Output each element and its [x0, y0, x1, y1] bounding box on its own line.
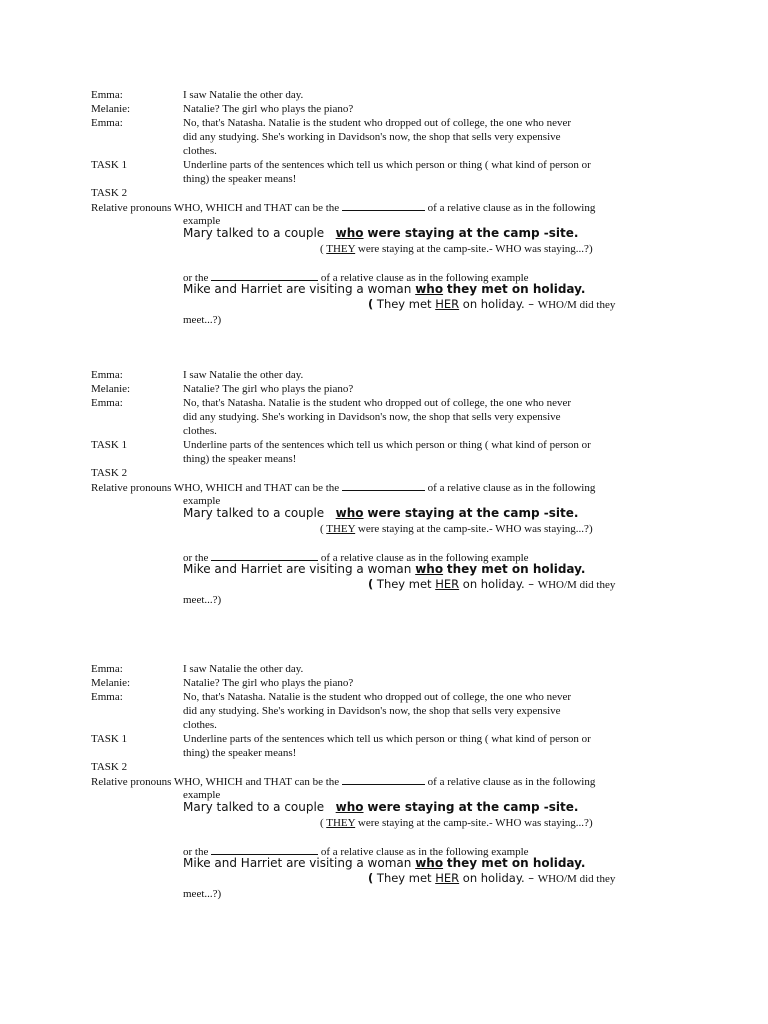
dialogue-line: I saw Natalie the other day. — [183, 369, 304, 381]
speaker-label: Melanie: — [91, 677, 131, 689]
dialogue-line: clothes. — [183, 145, 217, 157]
example1-before: Mary talked to a couple — [183, 506, 325, 520]
example1-pronoun: who — [335, 226, 364, 240]
speaker-label: Melanie: — [91, 103, 131, 115]
example2-note-mid2: on holiday. – — [462, 871, 535, 885]
example2-note-pronoun: HER — [435, 871, 460, 885]
example2-note-pronoun: HER — [435, 297, 460, 311]
or-after: of a relative clause as in the following example — [320, 272, 529, 284]
example2-note — [368, 297, 615, 313]
example2-before: Mike and Harriet are visiting a woman — [183, 562, 412, 576]
speaker-label: Melanie: — [91, 383, 131, 395]
example-sentence-1 — [183, 506, 578, 521]
example2-note-mid1: They met — [376, 577, 432, 591]
dialogue-line: did any studying. She's working in Davidson's now, the shop that sells very expensive — [183, 705, 561, 717]
example2-note-mid1: They met — [376, 871, 432, 885]
example1-note-rest: were staying at the camp-site.- WHO was staying...?) — [357, 523, 593, 535]
or-before: or the — [183, 846, 209, 858]
speaker-label: Emma: — [91, 397, 123, 409]
example1-after: were staying at the camp -site. — [367, 506, 579, 520]
example2-note-pronoun: HER — [435, 577, 460, 591]
example2-note-mid2: on holiday. – — [462, 297, 535, 311]
example1-note-rest: were staying at the camp-site.- WHO was staying...?) — [357, 817, 593, 829]
example2-note-mid2: on holiday. – — [462, 577, 535, 591]
speaker-label: Emma: — [91, 369, 123, 381]
task2-label: TASK 2 — [91, 761, 128, 773]
task1-instruction: thing) the speaker means! — [183, 453, 297, 465]
exercise-block — [0, 368, 768, 638]
task2-intro-after: of a relative clause as in the following — [427, 202, 596, 214]
example1-note — [320, 816, 593, 830]
example-sentence-2 — [183, 282, 585, 297]
example2-pronoun: who — [415, 856, 444, 870]
example1-after: were staying at the camp -site. — [367, 800, 579, 814]
example2-pronoun: who — [415, 282, 444, 296]
task1-instruction: thing) the speaker means! — [183, 747, 297, 759]
example1-after: were staying at the camp -site. — [367, 226, 579, 240]
example-sentence-2 — [183, 856, 585, 871]
dialogue-line: Natalie? The girl who plays the piano? — [183, 677, 354, 689]
task2-intro — [91, 480, 595, 495]
task2-intro-after: of a relative clause as in the following — [427, 776, 596, 788]
answer-blank — [342, 480, 425, 491]
example2-note — [368, 577, 615, 593]
task2-intro-cont: example — [183, 789, 221, 801]
answer-blank — [211, 844, 318, 855]
example2-before: Mike and Harriet are visiting a woman — [183, 282, 412, 296]
example2-note-tail: WHO/M did they — [537, 579, 616, 591]
example1-note-open: ( — [320, 243, 324, 255]
task1-label: TASK 1 — [91, 733, 128, 745]
dialogue-line: No, that's Natasha. Natalie is the student who dropped out of college, the one who never — [183, 117, 572, 129]
example2-note-tail: WHO/M did they — [537, 873, 616, 885]
example2-note-open: ( — [368, 577, 374, 591]
task2-intro-before: Relative pronouns WHO, WHICH and THAT can be the — [91, 776, 340, 788]
speaker-label: Emma: — [91, 663, 123, 675]
or-after: of a relative clause as in the following example — [320, 552, 529, 564]
task1-label: TASK 1 — [91, 439, 128, 451]
example2-note-cont: meet...?) — [183, 888, 222, 900]
example2-note-cont: meet...?) — [183, 314, 222, 326]
speaker-label: Emma: — [91, 117, 123, 129]
example1-note-open: ( — [320, 817, 324, 829]
or-before: or the — [183, 272, 209, 284]
example1-pronoun: who — [335, 506, 364, 520]
example1-note-pronoun: THEY — [326, 243, 356, 255]
answer-blank — [342, 200, 425, 211]
task2-intro-before: Relative pronouns WHO, WHICH and THAT can be the — [91, 482, 340, 494]
example1-note — [320, 242, 593, 256]
example2-note-open: ( — [368, 871, 374, 885]
example-sentence-2 — [183, 562, 585, 577]
task2-intro-after: of a relative clause as in the following — [427, 482, 596, 494]
dialogue-line: did any studying. She's working in Davidson's now, the shop that sells very expensive — [183, 411, 561, 423]
example2-after: they met on holiday. — [446, 856, 586, 870]
dialogue-line: No, that's Natasha. Natalie is the student who dropped out of college, the one who never — [183, 397, 572, 409]
answer-blank — [211, 550, 318, 561]
example2-note — [368, 871, 615, 887]
dialogue-line: clothes. — [183, 425, 217, 437]
example2-note-cont: meet...?) — [183, 594, 222, 606]
example1-note-rest: were staying at the camp-site.- WHO was staying...?) — [357, 243, 593, 255]
speaker-label: Emma: — [91, 691, 123, 703]
exercise-block — [0, 88, 768, 358]
or-before: or the — [183, 552, 209, 564]
task2-label: TASK 2 — [91, 467, 128, 479]
example-sentence-1 — [183, 800, 578, 815]
example-sentence-1 — [183, 226, 578, 241]
example1-pronoun: who — [335, 800, 364, 814]
task2-label: TASK 2 — [91, 187, 128, 199]
example1-note-pronoun: THEY — [326, 523, 356, 535]
task2-intro-cont: example — [183, 215, 221, 227]
example1-note-pronoun: THEY — [326, 817, 356, 829]
example1-before: Mary talked to a couple — [183, 800, 325, 814]
example2-before: Mike and Harriet are visiting a woman — [183, 856, 412, 870]
exercise-block — [0, 662, 768, 932]
dialogue-line: Natalie? The girl who plays the piano? — [183, 383, 354, 395]
task2-intro — [91, 774, 595, 789]
dialogue-line: clothes. — [183, 719, 217, 731]
example1-note-open: ( — [320, 523, 324, 535]
task1-label: TASK 1 — [91, 159, 128, 171]
dialogue-line: Natalie? The girl who plays the piano? — [183, 103, 354, 115]
speaker-label: Emma: — [91, 89, 123, 101]
example2-after: they met on holiday. — [446, 562, 586, 576]
example2-note-tail: WHO/M did they — [537, 299, 616, 311]
or-after: of a relative clause as in the following example — [320, 846, 529, 858]
task1-instruction: thing) the speaker means! — [183, 173, 297, 185]
task2-intro-before: Relative pronouns WHO, WHICH and THAT can be the — [91, 202, 340, 214]
example1-note — [320, 522, 593, 536]
answer-blank — [211, 270, 318, 281]
task1-instruction: Underline parts of the sentences which tell us which person or thing ( what kind of person or — [183, 439, 591, 451]
answer-blank — [342, 774, 425, 785]
example1-before: Mary talked to a couple — [183, 226, 325, 240]
task1-instruction: Underline parts of the sentences which tell us which person or thing ( what kind of person or — [183, 733, 591, 745]
dialogue-line: did any studying. She's working in Davidson's now, the shop that sells very expensive — [183, 131, 561, 143]
example2-after: they met on holiday. — [446, 282, 586, 296]
dialogue-line: I saw Natalie the other day. — [183, 663, 304, 675]
task2-intro-cont: example — [183, 495, 221, 507]
example2-note-open: ( — [368, 297, 374, 311]
task2-intro — [91, 200, 595, 215]
example2-note-mid1: They met — [376, 297, 432, 311]
dialogue-line: I saw Natalie the other day. — [183, 89, 304, 101]
example2-pronoun: who — [415, 562, 444, 576]
dialogue-line: No, that's Natasha. Natalie is the student who dropped out of college, the one who never — [183, 691, 572, 703]
task1-instruction: Underline parts of the sentences which tell us which person or thing ( what kind of person or — [183, 159, 591, 171]
